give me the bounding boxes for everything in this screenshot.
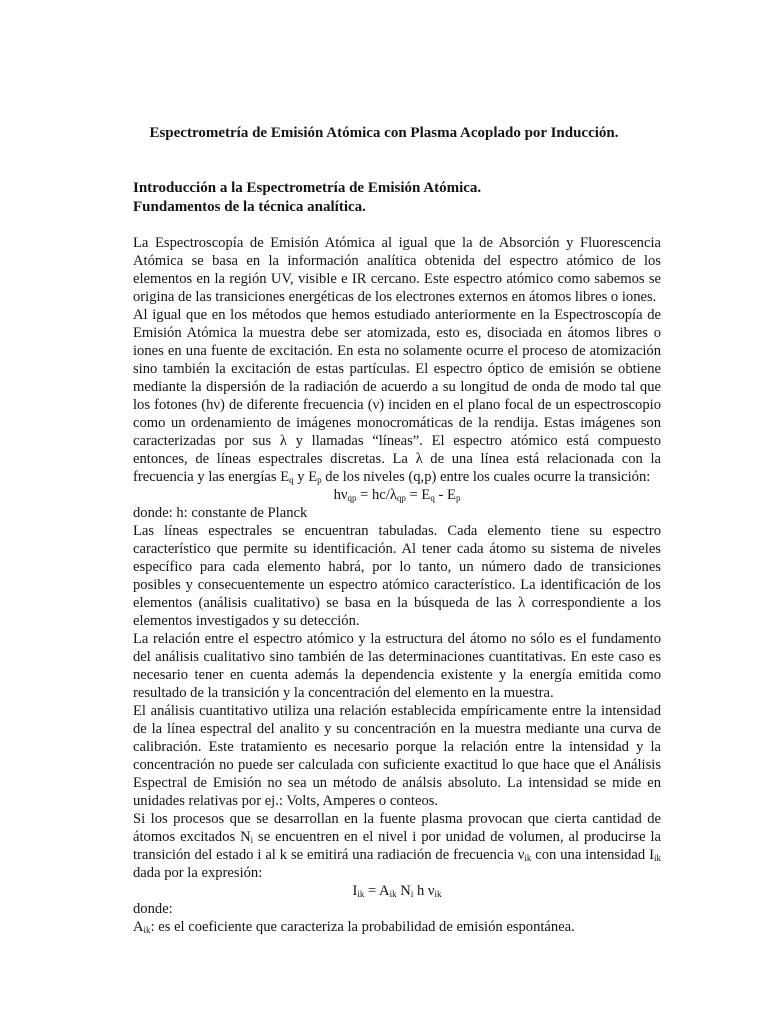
section-headings <box>133 179 481 217</box>
paragraph-7: Si los procesos que se desarrollan en la fuente plasma provocan que cierta cantidad de átomos excitados $N_i$ se encuentren en el nivel i por unidad de volumen, al producirse la transición del estado i al k se emitirá una radiación de frecuencia $\nu_{ik}$ con una intensidad $I_{ik}$ dada por la expresión: <box>133 811 661 881</box>
section-heading-fundamentals: Fundamentos de la técnica analítica. <box>133 199 366 215</box>
document-body <box>133 234 661 936</box>
paragraph-2: Al igual que en los métodos que hemos estudiado anteriormente en la Espectroscopía de Emisión Atómica la muestra debe ser atomizada, esto es, disociada en átomos libres o iones en una fuente de excitación. En esta no solamente ocurre el proceso de atomización sino también la excitación de estas partículas. El espectro óptico de emisión se obtiene mediante la dispersión de la radiación de acuerdo a su longitud de onda de modo tal que los fotones (hν) de diferente frecuencia (ν) inciden en el plano focal de un espectroscopio como un ordenamiento de imágenes monocromáticas de la rendija. Estas imágenes son caracterizadas por sus λ y llamadas “líneas”. El espectro atómico está compuesto entonces, de líneas espectrales discretas. La λ de una línea está relacionada con la frecuencia y las energías $E_q$ y $E_p$ de los niveles (q,p) entre los cuales ocurre la transición: <box>133 307 661 485</box>
paragraph-6: El análisis cuantitativo utiliza una relación establecida empíricamente entre la intensidad de la línea espectral del analito y su concentración en la muestra mediante una curva de calibración. Este tratamiento es necesario porque la relación entre la intensidad y la concentración no puede ser calculada con suficiente exactitud lo que hace que el Análisis Espectral de Emisión no sea un método de análsis absoluto. La intensidad se mide en unidades relativas por ej.: Volts, Amperes o conteos. <box>133 703 661 809</box>
equation-planck: $h\nu_{qp} = hc/\lambda_{qp} = E_q - E_p$ <box>333 487 461 503</box>
paragraph-4: Las líneas espectrales se encuentran tabuladas. Cada elemento tiene su espectro característico que permite su identificación. Al tener cada átomo su sistema de niveles específico para cada elemento habrá, por lo tanto, un número dado de transiciones posibles y consecuentemente un espectro atómico característico. La identificación de los elementos (análisis cualitativo) se basa en la búsqueda de las λ correspondiente a los elementos investigados y su detección. <box>133 523 661 629</box>
section-heading-introduction: Introducción a la Espectrometría de Emisión Atómica. <box>133 180 482 196</box>
paragraph-5: La relación entre el espectro atómico y la estructura del átomo no sólo es el fundamento del análisis cualitativo sino también de las determinaciones cuantitativas. En este caso es necesario tener en cuenta además la dependencia existente y la energía emitida como resultado de la transición y la concentración del elemento en la muestra. <box>133 631 661 701</box>
equation-intensity: $I_{ik} = A_{ik}$ $N_i$ h $\nu_{ik}$ <box>352 883 442 899</box>
paragraph-3: donde: h: constante de Planck <box>133 505 308 521</box>
paragraph-9: $A_{ik}$: es el coeficiente que caracteriza la probabilidad de emisión espontánea. <box>133 919 575 935</box>
paragraph-1: La Espectroscopía de Emisión Atómica al igual que la de Absorción y Fluorescencia Atómica se basa en la información analítica obtenida del espectro atómico de los elementos en la región UV, visible e IR cercano. Este espectro atómico como sabemos se origina de las transiciones energéticas de los electrones externos en átomos libres o iones. <box>133 235 661 305</box>
document-title: Espectrometría de Emisión Atómica con Plasma Acoplado por Inducción. <box>149 125 619 141</box>
paragraph-8: donde: <box>133 901 173 917</box>
